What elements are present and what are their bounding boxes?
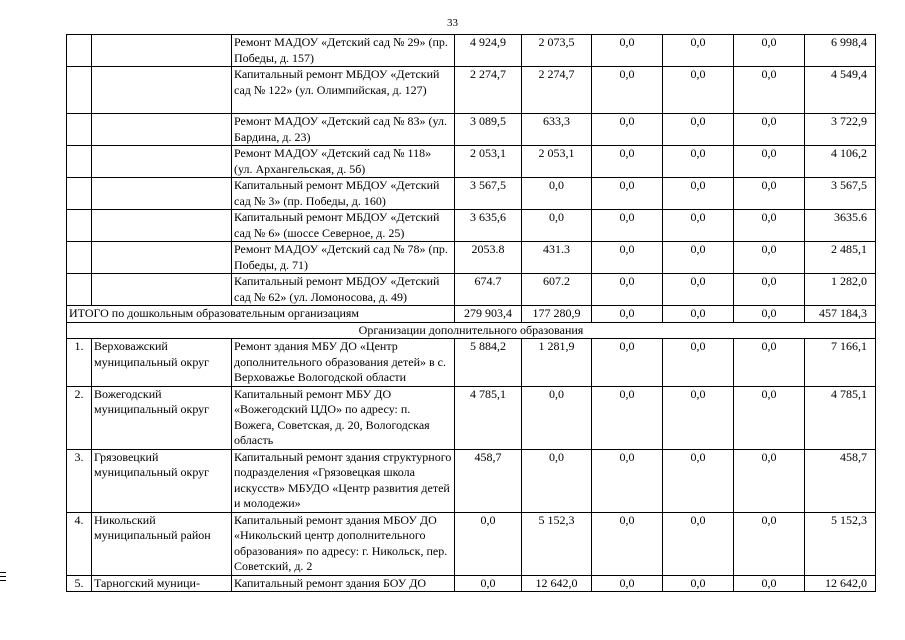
value-cell: 0,0 [734, 178, 805, 210]
value-cell: 0,0 [592, 386, 663, 449]
row-number-cell [67, 114, 92, 146]
object-name-cell: Капитальный ремонт здания БОУ ДО [232, 575, 455, 592]
district-cell [92, 146, 232, 178]
value-cell: 0,0 [592, 242, 663, 274]
value-cell: 0,0 [663, 114, 734, 146]
object-name-cell: Ремонт МАДОУ «Детский сад № 78» (пр. Победы, д. 71) [232, 242, 455, 274]
value-cell: 0,0 [734, 114, 805, 146]
value-cell: 0,0 [663, 339, 734, 387]
total-cell: 7 166,1 [805, 339, 876, 387]
total-label: ИТОГО по дошкольным образовательным организациям [67, 306, 455, 323]
value-cell: 0,0 [734, 512, 805, 575]
total-cell: 1 282,0 [805, 274, 876, 306]
value-cell: 0,0 [592, 274, 663, 306]
table-row [67, 449, 876, 512]
value-cell: 0,0 [592, 35, 663, 67]
row-number-cell: 4. [67, 512, 92, 575]
row-number-cell: 5. [67, 575, 92, 592]
value-cell: 3 089,5 [455, 114, 522, 146]
district-cell [92, 242, 232, 274]
value-cell: 0,0 [734, 35, 805, 67]
district-cell: Никольский муниципальный район [92, 512, 232, 575]
value-cell: 0,0 [663, 386, 734, 449]
total-row [67, 306, 876, 323]
object-name-cell: Капитальный ремонт МБДОУ «Детский сад № 3» (пр. Победы, д. 160) [232, 178, 455, 210]
value-cell: 0,0 [734, 339, 805, 387]
row-number-cell [67, 210, 92, 242]
value-cell: 4 924,9 [455, 35, 522, 67]
value-cell: 4 785,1 [455, 386, 522, 449]
district-cell: Вожегодский муниципальный округ [92, 386, 232, 449]
value-cell: 3 567,5 [455, 178, 522, 210]
object-name-cell: Ремонт МАДОУ «Детский сад № 83» (ул. Бардина, д. 23) [232, 114, 455, 146]
margin-mark [0, 572, 8, 584]
value-cell: 0,0 [592, 114, 663, 146]
object-name-cell: Капитальный ремонт МБДОУ «Детский сад № 122» (ул. Олимпийская, д. 127) [232, 67, 455, 114]
value-cell: 0,0 [663, 242, 734, 274]
value-cell: 0,0 [663, 210, 734, 242]
table-row [67, 114, 876, 146]
total-cell: 5 152,3 [805, 512, 876, 575]
value-cell: 0,0 [663, 67, 734, 114]
value-cell: 0,0 [663, 512, 734, 575]
total-cell: 3 722,9 [805, 114, 876, 146]
row-number-cell: 3. [67, 449, 92, 512]
table-row [67, 178, 876, 210]
section-title: Организации дополнительного образования [67, 322, 876, 339]
row-number-cell [67, 35, 92, 67]
total-v1: 279 903,4 [455, 306, 522, 323]
total-v5: 0,0 [734, 306, 805, 323]
value-cell: 2 053,1 [522, 146, 592, 178]
total-cell: 458,7 [805, 449, 876, 512]
district-cell [92, 274, 232, 306]
district-cell [92, 114, 232, 146]
value-cell: 0,0 [455, 512, 522, 575]
total-cell: 4 106,2 [805, 146, 876, 178]
total-v2: 177 280,9 [522, 306, 592, 323]
value-cell: 0,0 [663, 178, 734, 210]
table-row [67, 242, 876, 274]
total-sum: 457 184,3 [805, 306, 876, 323]
object-name-cell: Ремонт здания МБУ ДО «Центр дополнительного образования детей» в с. Верховажье Вологодской области [232, 339, 455, 387]
district-cell [92, 178, 232, 210]
row-number-cell: 1. [67, 339, 92, 387]
table-row [67, 512, 876, 575]
district-cell: Тарногский муници- [92, 575, 232, 592]
table-row [67, 146, 876, 178]
object-name-cell: Капитальный ремонт МБДОУ «Детский сад № 62» (ул. Ломоносова, д. 49) [232, 274, 455, 306]
value-cell: 0,0 [663, 575, 734, 592]
table-row [67, 386, 876, 449]
row-number-cell [67, 67, 92, 114]
total-cell: 4 785,1 [805, 386, 876, 449]
value-cell: 0,0 [592, 449, 663, 512]
value-cell: 3 635,6 [455, 210, 522, 242]
value-cell: 0,0 [734, 67, 805, 114]
table-row [67, 67, 876, 114]
district-cell [92, 210, 232, 242]
total-v4: 0,0 [663, 306, 734, 323]
object-name-cell: Капитальный ремонт МБУ ДО «Вожегодский ЦДО» по адресу: п. Вожега, Советская, д. 20, Вологодская область [232, 386, 455, 449]
value-cell: 0,0 [734, 386, 805, 449]
value-cell: 0,0 [592, 146, 663, 178]
value-cell: 0,0 [734, 274, 805, 306]
section-row [67, 322, 876, 339]
value-cell: 0,0 [455, 575, 522, 592]
value-cell: 0,0 [663, 35, 734, 67]
row-number-cell [67, 178, 92, 210]
district-cell [92, 35, 232, 67]
object-name-cell: Капитальный ремонт здания МБОУ ДО «Никольский центр дополнительного образования» по адресу: г. Никольск, пер. Советский, д. 2 [232, 512, 455, 575]
object-name-cell: Ремонт МАДОУ «Детский сад № 118» (ул. Архангельская, д. 5б) [232, 146, 455, 178]
total-cell: 3 567,5 [805, 178, 876, 210]
value-cell: 2 053,1 [455, 146, 522, 178]
value-cell: 0,0 [734, 210, 805, 242]
value-cell: 1 281,9 [522, 339, 592, 387]
value-cell: 0,0 [734, 449, 805, 512]
budget-table [66, 34, 876, 592]
district-cell: Верховажский муниципальный округ [92, 339, 232, 387]
value-cell: 0,0 [592, 512, 663, 575]
total-cell: 2 485,1 [805, 242, 876, 274]
value-cell: 2 274,7 [522, 67, 592, 114]
value-cell: 0,0 [663, 274, 734, 306]
page-number: 33 [447, 17, 458, 29]
value-cell: 0,0 [592, 67, 663, 114]
total-cell: 3635.6 [805, 210, 876, 242]
total-cell: 6 998,4 [805, 35, 876, 67]
value-cell: 0,0 [663, 449, 734, 512]
value-cell: 0,0 [734, 575, 805, 592]
table-row [67, 339, 876, 387]
table-row [67, 210, 876, 242]
value-cell: 0,0 [663, 146, 734, 178]
value-cell: 2 073,5 [522, 35, 592, 67]
value-cell: 431.3 [522, 242, 592, 274]
value-cell: 0,0 [522, 386, 592, 449]
value-cell: 0,0 [522, 449, 592, 512]
value-cell: 458,7 [455, 449, 522, 512]
row-number-cell [67, 146, 92, 178]
table-row [67, 575, 876, 592]
total-cell: 12 642,0 [805, 575, 876, 592]
table-row [67, 35, 876, 67]
object-name-cell: Ремонт МАДОУ «Детский сад № 29» (пр. Победы, д. 157) [232, 35, 455, 67]
row-number-cell [67, 274, 92, 306]
value-cell: 633,3 [522, 114, 592, 146]
district-cell: Грязовецкий муниципальный округ [92, 449, 232, 512]
object-name-cell: Капитальный ремонт здания структурного подразделения «Грязовецкая школа искусств» МБУДО «Центр развития детей и молодежи» [232, 449, 455, 512]
value-cell: 2053.8 [455, 242, 522, 274]
value-cell: 2 274,7 [455, 67, 522, 114]
value-cell: 0,0 [522, 210, 592, 242]
total-cell: 4 549,4 [805, 67, 876, 114]
value-cell: 0,0 [734, 242, 805, 274]
value-cell: 0,0 [592, 575, 663, 592]
object-name-cell: Капитальный ремонт МБДОУ «Детский сад № 6» (шоссе Северное, д. 25) [232, 210, 455, 242]
row-number-cell: 2. [67, 386, 92, 449]
value-cell: 5 152,3 [522, 512, 592, 575]
value-cell: 12 642,0 [522, 575, 592, 592]
value-cell: 0,0 [592, 339, 663, 387]
value-cell: 674.7 [455, 274, 522, 306]
value-cell: 5 884,2 [455, 339, 522, 387]
total-v3: 0,0 [592, 306, 663, 323]
value-cell: 0,0 [734, 146, 805, 178]
row-number-cell [67, 242, 92, 274]
value-cell: 0,0 [522, 178, 592, 210]
value-cell: 0,0 [592, 178, 663, 210]
district-cell [92, 67, 232, 114]
value-cell: 607.2 [522, 274, 592, 306]
value-cell: 0,0 [592, 210, 663, 242]
table-row [67, 274, 876, 306]
